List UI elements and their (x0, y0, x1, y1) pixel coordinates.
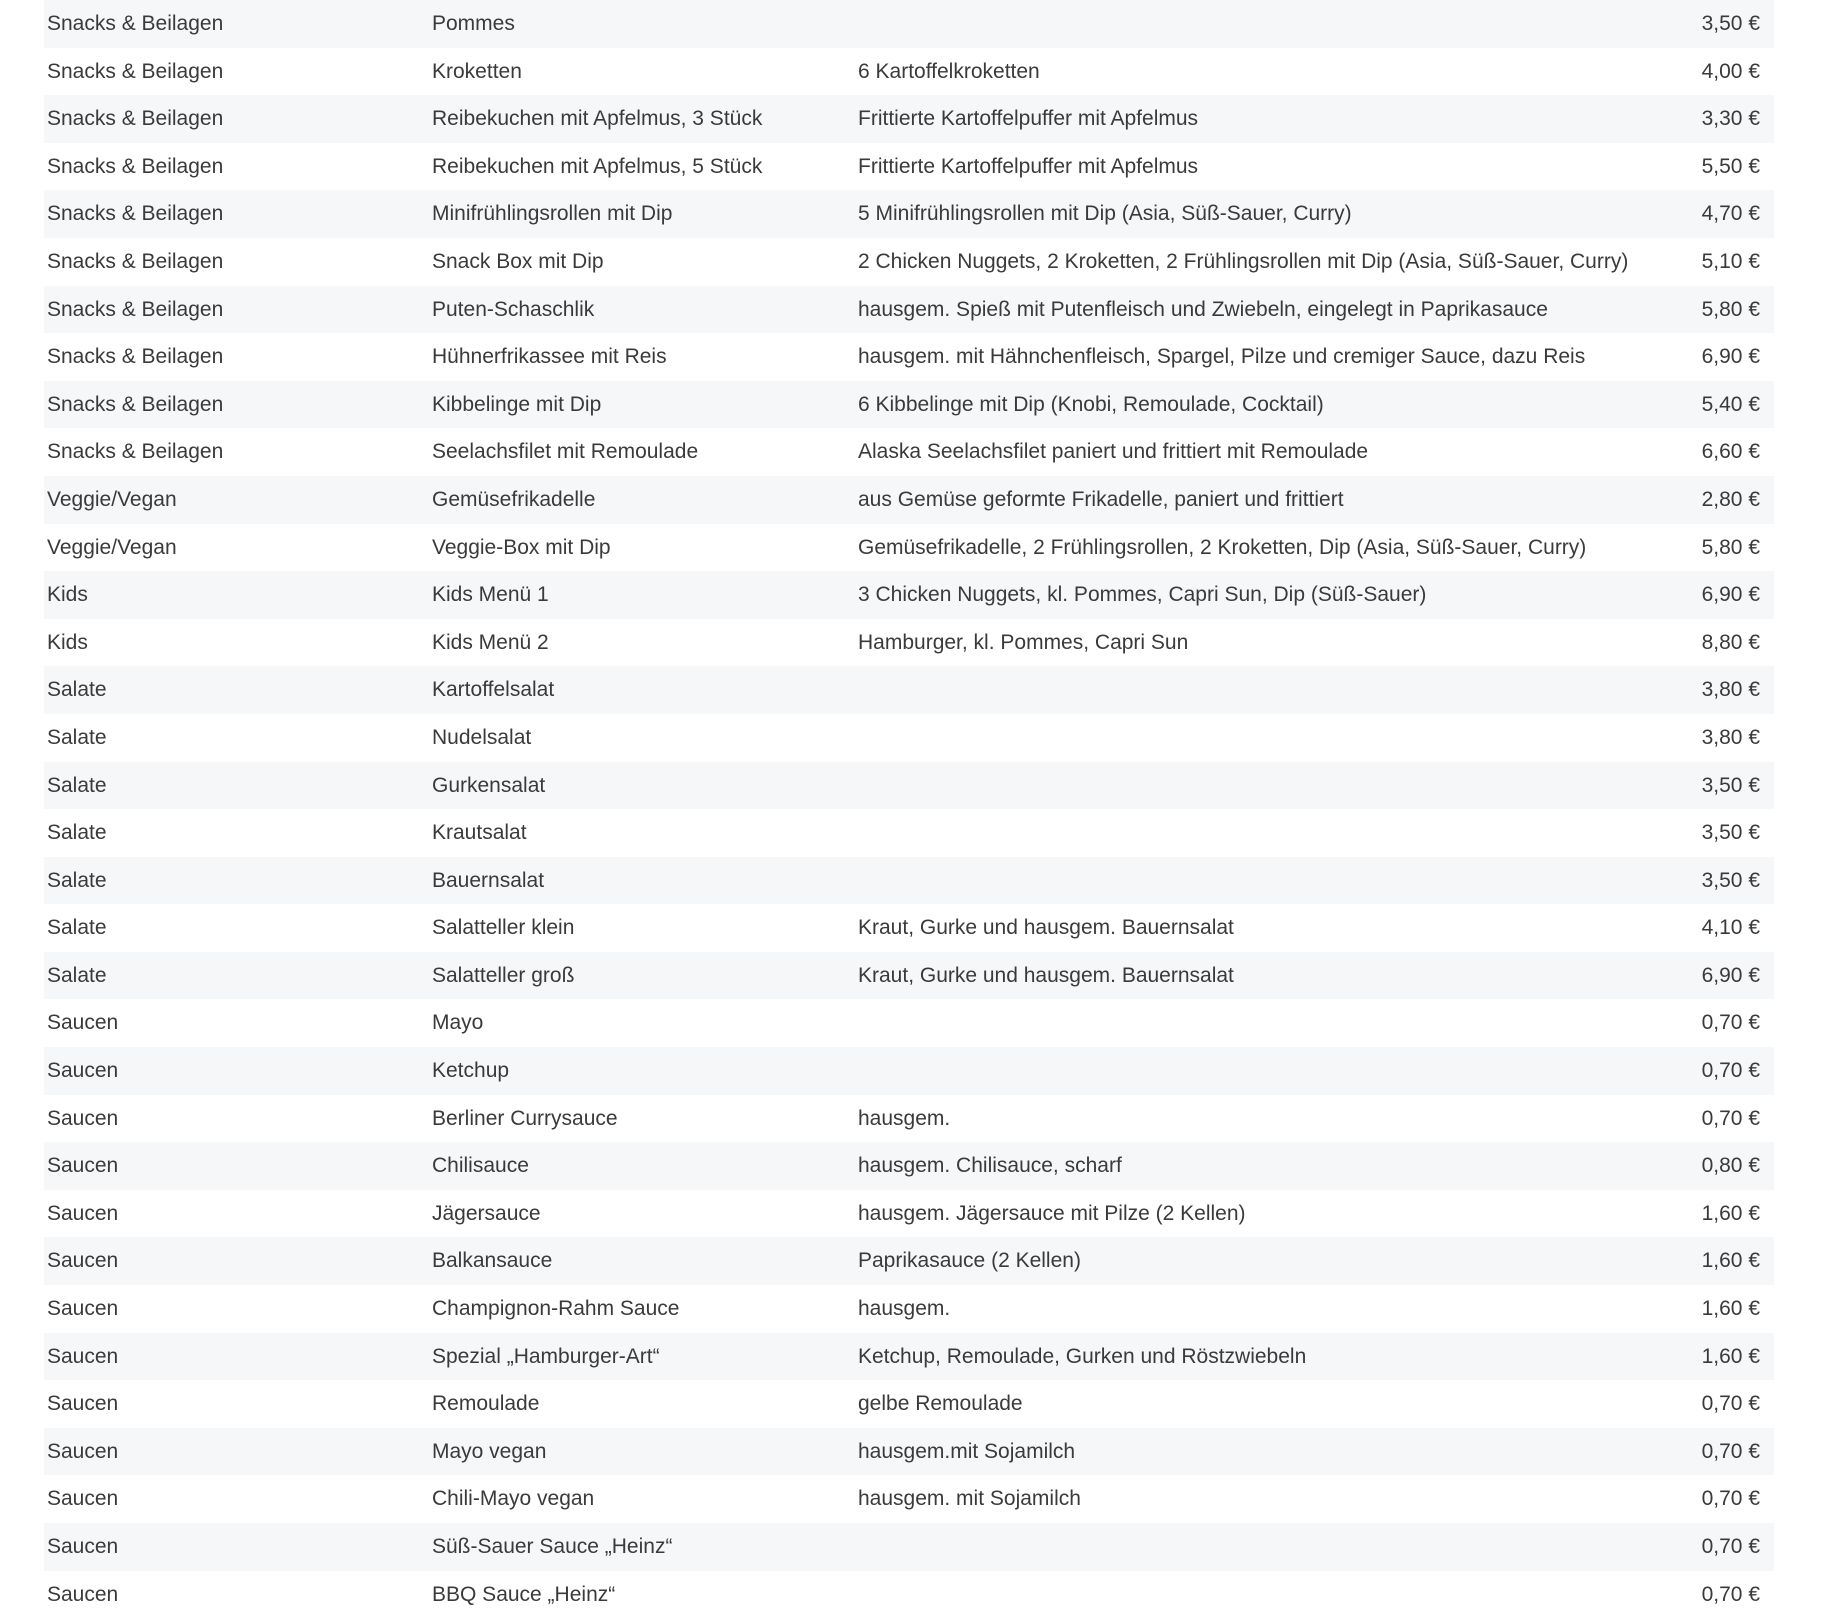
item-name-cell: Kids Menü 1 (432, 583, 549, 607)
menu-table-body (44, 0, 1774, 1618)
item-name-cell: Reibekuchen mit Apfelmus, 3 Stück (432, 107, 763, 131)
table-row (44, 48, 1774, 96)
category-cell: Salate (47, 773, 107, 797)
price-cell: 4,70 € (1701, 202, 1760, 226)
table-row (44, 1047, 1774, 1095)
table-row (44, 381, 1774, 429)
table-row (44, 190, 1774, 238)
item-name-cell: Jägersauce (432, 1201, 541, 1225)
description-cell: 3 Chicken Nuggets, kl. Pommes, Capri Sun, Dip (Süß-Sauer) (858, 583, 1427, 607)
item-name-cell: Salatteller klein (432, 916, 575, 940)
table-row (44, 904, 1774, 952)
price-cell: 6,60 € (1701, 440, 1760, 464)
category-cell: Kids (47, 583, 88, 607)
category-cell: Snacks & Beilagen (47, 154, 224, 178)
category-cell: Saucen (47, 1154, 119, 1178)
description-cell: 5 Minifrühlingsrollen mit Dip (Asia, Süß-Sauer, Curry) (858, 202, 1352, 226)
table-row (44, 286, 1774, 334)
price-cell: 5,10 € (1701, 249, 1760, 273)
description-cell (855, 714, 1645, 762)
description-cell: 2 Chicken Nuggets, 2 Kroketten, 2 Frühlingsrollen mit Dip (Asia, Süß-Sauer, Curry) (858, 249, 1629, 273)
table-row (44, 143, 1774, 191)
table-row (44, 1333, 1774, 1381)
item-name-cell: Gurkensalat (432, 773, 546, 797)
description-cell: Ketchup, Remoulade, Gurken und Röstzwiebeln (858, 1344, 1307, 1368)
item-name-cell: Kroketten (432, 59, 522, 83)
price-cell: 0,70 € (1701, 1582, 1760, 1606)
description-cell: Hamburger, kl. Pommes, Capri Sun (858, 630, 1189, 654)
price-cell: 2,80 € (1701, 487, 1760, 511)
description-cell: hausgem. (858, 1106, 951, 1130)
description-cell (855, 1047, 1645, 1095)
category-cell: Kids (47, 630, 88, 654)
price-cell: 3,30 € (1701, 107, 1760, 131)
category-cell: Salate (47, 821, 107, 845)
table-row (44, 999, 1774, 1047)
item-name-cell: Süß-Sauer Sauce „Heinz“ (432, 1535, 673, 1558)
price-cell: 3,80 € (1701, 678, 1760, 702)
price-cell: 0,70 € (1701, 1439, 1760, 1463)
item-name-cell: Minifrühlingsrollen mit Dip (432, 202, 673, 226)
category-cell: Saucen (47, 1011, 119, 1035)
table-row (44, 524, 1774, 572)
category-cell: Veggie/Vegan (47, 535, 177, 559)
table-row (44, 1380, 1774, 1428)
table-row (44, 1142, 1774, 1190)
category-cell: Saucen (47, 1535, 119, 1558)
table-row (44, 762, 1774, 810)
menu-table (44, 0, 1774, 1618)
table-row (44, 714, 1774, 762)
price-cell: 5,80 € (1701, 297, 1760, 321)
description-cell (855, 999, 1645, 1047)
category-cell: Salate (47, 678, 107, 702)
table-row (44, 238, 1774, 286)
price-cell: 0,70 € (1701, 1011, 1760, 1035)
price-cell: 0,70 € (1701, 1392, 1760, 1416)
price-cell: 6,90 € (1701, 963, 1760, 987)
table-row (44, 1475, 1774, 1523)
category-cell: Snacks & Beilagen (47, 297, 224, 321)
price-cell: 3,80 € (1701, 725, 1760, 749)
price-cell: 6,90 € (1701, 583, 1760, 607)
item-name-cell: Kibbelinge mit Dip (432, 392, 602, 416)
item-name-cell: Gemüsefrikadelle (432, 487, 596, 511)
table-row (44, 571, 1774, 619)
category-cell: Saucen (47, 1201, 119, 1225)
price-cell: 0,70 € (1701, 1059, 1760, 1083)
item-name-cell: Krautsalat (432, 821, 527, 845)
item-name-cell: Veggie-Box mit Dip (432, 535, 611, 559)
description-cell: Kraut, Gurke und hausgem. Bauernsalat (858, 916, 1234, 940)
item-name-cell: Pommes (432, 12, 515, 35)
price-cell: 0,80 € (1701, 1154, 1760, 1178)
description-cell: 6 Kartoffelkroketten (858, 59, 1040, 83)
price-cell: 5,40 € (1701, 392, 1760, 416)
item-name-cell: Seelachsfilet mit Remoulade (432, 440, 699, 464)
category-cell: Snacks & Beilagen (47, 249, 224, 273)
category-cell: Saucen (47, 1297, 119, 1321)
item-name-cell: BBQ Sauce „Heinz“ (432, 1582, 616, 1606)
table-row (44, 666, 1774, 714)
table-row (44, 0, 1774, 48)
price-cell: 6,90 € (1701, 345, 1760, 369)
price-cell: 1,60 € (1701, 1344, 1760, 1368)
description-cell: hausgem. mit Sojamilch (858, 1487, 1081, 1511)
category-cell: Snacks & Beilagen (47, 202, 224, 226)
category-cell: Salate (47, 725, 107, 749)
price-cell: 0,70 € (1701, 1106, 1760, 1130)
description-cell (855, 1571, 1645, 1618)
price-cell: 3,50 € (1701, 12, 1760, 35)
item-name-cell: Hühnerfrikassee mit Reis (432, 345, 667, 369)
description-cell (855, 762, 1645, 810)
item-name-cell: Champignon-Rahm Sauce (432, 1297, 680, 1321)
description-cell: Gemüsefrikadelle, 2 Frühlingsrollen, 2 Kroketten, Dip (Asia, Süß-Sauer, Curry) (858, 535, 1587, 559)
table-row (44, 1095, 1774, 1143)
table-row (44, 1571, 1774, 1618)
price-cell: 8,80 € (1701, 630, 1760, 654)
description-cell (855, 809, 1645, 857)
price-cell: 1,60 € (1701, 1201, 1760, 1225)
item-name-cell: Kids Menü 2 (432, 630, 549, 654)
category-cell: Saucen (47, 1249, 119, 1273)
description-cell: Frittierte Kartoffelpuffer mit Apfelmus (858, 107, 1199, 131)
item-name-cell: Snack Box mit Dip (432, 249, 604, 273)
category-cell: Saucen (47, 1059, 119, 1083)
category-cell: Snacks & Beilagen (47, 392, 224, 416)
category-cell: Snacks & Beilagen (47, 345, 224, 369)
description-cell: hausgem.mit Sojamilch (858, 1439, 1076, 1463)
price-cell: 1,60 € (1701, 1249, 1760, 1273)
table-row (44, 1285, 1774, 1333)
item-name-cell: Nudelsalat (432, 725, 532, 749)
item-name-cell: Berliner Currysauce (432, 1106, 618, 1130)
item-name-cell: Chili-Mayo vegan (432, 1487, 595, 1511)
description-cell: gelbe Remoulade (858, 1392, 1023, 1416)
description-cell: Frittierte Kartoffelpuffer mit Apfelmus (858, 154, 1199, 178)
price-cell: 5,50 € (1701, 154, 1760, 178)
table-row (44, 952, 1774, 1000)
category-cell: Veggie/Vegan (47, 487, 177, 511)
table-row (44, 333, 1774, 381)
item-name-cell: Ketchup (432, 1059, 510, 1083)
table-row (44, 476, 1774, 524)
item-name-cell: Reibekuchen mit Apfelmus, 5 Stück (432, 154, 763, 178)
price-cell: 0,70 € (1701, 1535, 1760, 1558)
description-cell: Paprikasauce (2 Kellen) (858, 1249, 1081, 1273)
description-cell: hausgem. Chilisauce, scharf (858, 1154, 1122, 1178)
category-cell: Snacks & Beilagen (47, 59, 224, 83)
description-cell: hausgem. (858, 1297, 951, 1321)
table-row (44, 1428, 1774, 1476)
price-cell: 4,10 € (1701, 916, 1760, 940)
table-row (44, 428, 1774, 476)
category-cell: Salate (47, 868, 107, 892)
description-cell (855, 1523, 1645, 1571)
price-cell: 3,50 € (1701, 868, 1760, 892)
price-cell: 1,60 € (1701, 1297, 1760, 1321)
description-cell: Alaska Seelachsfilet paniert und frittiert mit Remoulade (858, 440, 1369, 464)
table-row (44, 619, 1774, 667)
category-cell: Salate (47, 916, 107, 940)
price-cell: 5,80 € (1701, 535, 1760, 559)
category-cell: Saucen (47, 1582, 119, 1606)
description-cell (855, 0, 1645, 48)
price-cell: 4,00 € (1701, 59, 1760, 83)
description-cell: Kraut, Gurke und hausgem. Bauernsalat (858, 963, 1234, 987)
table-row (44, 1190, 1774, 1238)
category-cell: Saucen (47, 1487, 119, 1511)
item-name-cell: Salatteller groß (432, 963, 575, 987)
item-name-cell: Mayo vegan (432, 1439, 547, 1463)
description-cell: hausgem. Jägersauce mit Pilze (2 Kellen) (858, 1201, 1246, 1225)
item-name-cell: Remoulade (432, 1392, 540, 1416)
item-name-cell: Mayo (432, 1011, 484, 1035)
table-row (44, 857, 1774, 905)
description-cell: hausgem. mit Hähnchenfleisch, Spargel, Pilze und cremiger Sauce, dazu Reis (858, 345, 1586, 369)
description-cell: 6 Kibbelinge mit Dip (Knobi, Remoulade, Cocktail) (858, 392, 1324, 416)
description-cell (855, 666, 1645, 714)
item-name-cell: Chilisauce (432, 1154, 529, 1178)
table-row (44, 809, 1774, 857)
category-cell: Salate (47, 963, 107, 987)
category-cell: Saucen (47, 1106, 119, 1130)
category-cell: Snacks & Beilagen (47, 107, 224, 131)
price-cell: 3,50 € (1701, 821, 1760, 845)
category-cell: Saucen (47, 1344, 119, 1368)
table-row (44, 1523, 1774, 1571)
table-row (44, 1237, 1774, 1285)
item-name-cell: Balkansauce (432, 1249, 553, 1273)
category-cell: Saucen (47, 1392, 119, 1416)
item-name-cell: Kartoffelsalat (432, 678, 555, 702)
price-cell: 3,50 € (1701, 773, 1760, 797)
price-cell: 0,70 € (1701, 1487, 1760, 1511)
item-name-cell: Bauernsalat (432, 868, 545, 892)
category-cell: Snacks & Beilagen (47, 440, 224, 464)
item-name-cell: Puten-Schaschlik (432, 297, 595, 321)
table-row (44, 95, 1774, 143)
description-cell: aus Gemüse geformte Frikadelle, paniert und frittiert (858, 487, 1344, 511)
description-cell (855, 857, 1645, 905)
item-name-cell: Spezial „Hamburger-Art“ (432, 1344, 660, 1368)
description-cell: hausgem. Spieß mit Putenfleisch und Zwiebeln, eingelegt in Paprikasauce (858, 297, 1548, 321)
category-cell: Saucen (47, 1439, 119, 1463)
category-cell: Snacks & Beilagen (47, 12, 224, 35)
